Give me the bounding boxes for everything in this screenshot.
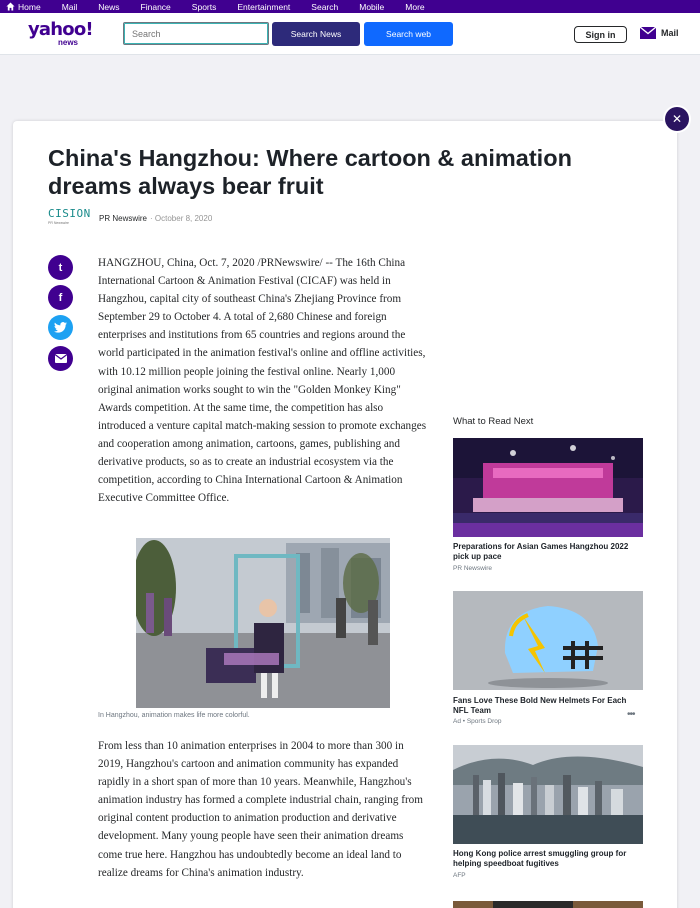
cision-logo-text: CISION [48, 207, 91, 220]
search-web-button[interactable]: Search web [364, 22, 453, 46]
top-nav-bar [0, 0, 700, 13]
rail-item-1-title[interactable]: Preparations for Asian Games Hangzhou 2022 pick up pace [453, 542, 629, 561]
logo-main: yahoo! [28, 19, 93, 40]
publish-date: · October 8, 2020 [150, 213, 213, 223]
twitter-bird-glyph [54, 322, 67, 333]
nav-more[interactable]: More [405, 1, 425, 12]
helmet-photo [453, 591, 643, 690]
rail-item-4-image [453, 901, 643, 908]
sign-in-button[interactable]: Sign in [574, 26, 627, 43]
nav-entertainment[interactable]: Entertainment [237, 1, 291, 12]
article-paragraph-2: From less than 10 animation enterprises in 2004 to more than 300 in 2019, Hangzhou's cartoon and animation community has expanded rapidly in a short span of more than 10 years. Meanwhile, Hangzhou's animation industry has formed a complete industrial chain, ranging from original content production to animation production and derivative development. Many young people have seen their animation dreams come true here. Hangzhou has undoubtedly become an ideal land to realize dreams for China's animation industry. [98, 740, 423, 879]
cision-logo-sub: PR Newswire [48, 221, 70, 225]
nav-sports[interactable]: Sports [191, 1, 217, 12]
article-paragraph-1: HANGZHOU, China, Oct. 7, 2020 /PRNewswire/ -- The 16th China International Cartoon & Animation Festival (CICAF) was held in Hangzhou, capital city of southeast China's Zhejiang Province from September 29 to October 4. A total of 2,680 Chinese and foreign enterprises and institutions from 65 countries and regions around the world participated in the animation festival's online and offline activities, with 10.12 million people joining the festival online. Nearly 1,000 original animation works sought to win the "Golden Monkey King" Awards competition. At the same time, the competition has also introduced a venture capital match-making session to promote exchanges and cooperation among animation, cartoons, games, publishing and derivative products, so as to create an industrial ecosystem via the competition, according to China International Cartoon & Animation Executive Committee Office. [98, 257, 427, 505]
rail-item-2-thumbnail[interactable] [453, 591, 643, 690]
rail-item-2-source: Ad • Sports Drop [453, 718, 502, 725]
facebook-icon[interactable]: f [48, 285, 73, 310]
rail-item-4-thumbnail[interactable] [453, 898, 643, 908]
close-icon[interactable]: ✕ [665, 107, 689, 131]
article-image-illustration [136, 538, 390, 708]
publisher-name[interactable]: PR Newswire [99, 213, 148, 223]
article-title: China's Hangzhou: Where cartoon & animation dreams always bear fruit [48, 145, 572, 199]
email-icon[interactable] [48, 346, 73, 371]
search-input[interactable] [123, 22, 269, 45]
search-news-button[interactable]: Search News [272, 22, 360, 46]
logo-sub: news [58, 38, 79, 47]
stage-photo [453, 438, 643, 537]
rail-item-1-source: PR Newswire [453, 565, 493, 572]
yahoo-news-logo[interactable] [28, 21, 98, 51]
more-options-icon[interactable]: ••• [627, 709, 635, 720]
nav-mail[interactable]: Mail [61, 1, 78, 12]
byline [48, 208, 212, 228]
what-to-read-next-heading: What to Read Next [453, 416, 534, 427]
nav-news[interactable]: News [98, 1, 120, 12]
rail-item-2-title[interactable]: Fans Love These Bold New Helmets For Each NFL Team [453, 696, 627, 715]
rail-item-3-title[interactable]: Hong Kong police arrest smuggling group for helping speedboat fugitives [453, 849, 627, 868]
tumblr-icon[interactable]: t [48, 255, 73, 280]
harbor-photo [453, 745, 643, 844]
site-header [0, 13, 700, 55]
mail-label: Mail [661, 28, 679, 38]
article-image[interactable] [136, 538, 390, 708]
nav-search[interactable]: Search [311, 1, 339, 12]
envelope-glyph [55, 354, 67, 363]
rail-item-3-thumbnail[interactable] [453, 745, 643, 844]
mail-icon [640, 27, 656, 39]
publish-date-value: October 8, 2020 [154, 213, 213, 223]
home-icon [6, 2, 15, 11]
twitter-icon[interactable] [48, 315, 73, 340]
rail-item-1-thumbnail[interactable] [453, 438, 643, 537]
cision-logo[interactable] [48, 208, 94, 228]
image-caption: In Hangzhou, animation makes life more colorful. [98, 712, 250, 719]
nav-finance[interactable]: Finance [140, 1, 171, 12]
nav-home[interactable] [6, 2, 41, 12]
nav-mobile[interactable]: Mobile [359, 1, 385, 12]
mail-link[interactable] [640, 27, 679, 39]
nav-home-label: Home [18, 1, 41, 12]
rail-item-3-source: AFP [453, 872, 466, 879]
